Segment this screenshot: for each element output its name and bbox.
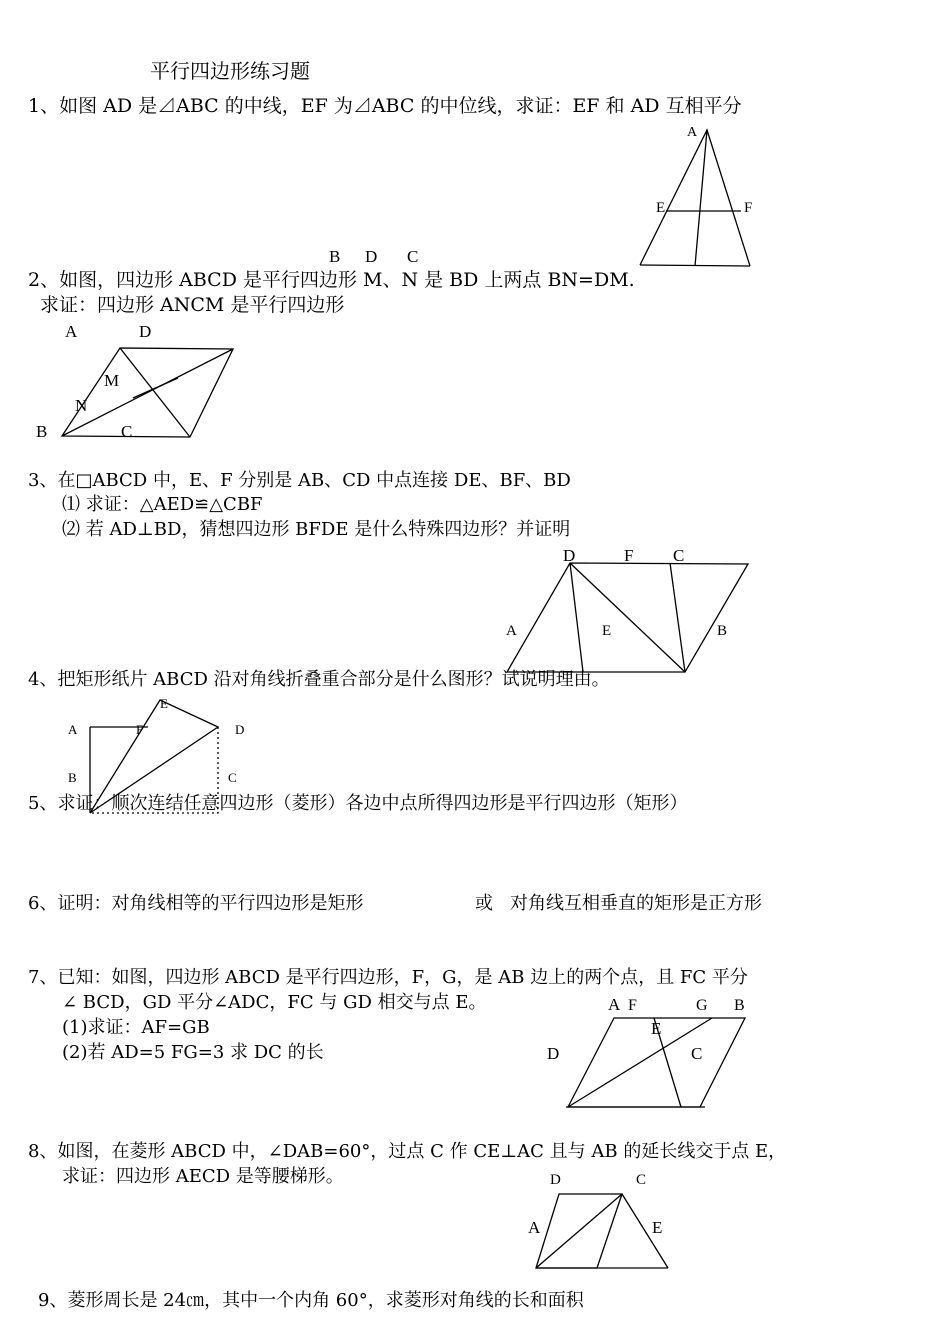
problem-7-part-1: (1)求证：AF=GB [62, 1017, 210, 1038]
fig2-label-m: M [104, 371, 120, 390]
fig2-label-a: A [65, 322, 78, 341]
problem-5-text: 5、求证：顺次连结任意四边形（菱形）各边中点所得四边形是平行四边形（矩形） [28, 793, 688, 814]
fig7-label-g: G [696, 997, 708, 1014]
problem-6-text-alt: 对角线互相垂直的矩形是正方形 [510, 893, 762, 914]
figure-8-rhombus [536, 1194, 668, 1268]
fig7-label-f: F [628, 997, 637, 1014]
problem-1-text: 1、如图 AD 是⊿ABC 的中线，EF 为⊿ABC 的中位线，求证：EF 和 AD 互相平分 [28, 95, 742, 117]
fig1-label-a: A [687, 125, 698, 140]
problem-8-text: 8、如图，在菱形 ABCD 中，∠DAB=60°，过点 C 作 CE⊥AC 且与 AB 的延长线交于点 E， [28, 1141, 787, 1162]
fig1-label-b: B [329, 247, 341, 266]
fig4-label-f: F [136, 722, 144, 737]
fig7-label-e: E [651, 1019, 662, 1038]
fig2-label-d: D [139, 322, 152, 341]
problem-3-part-2: ⑵ 若 AD⊥BD，猜想四边形 BFDE 是什么特殊四边形？并证明 [62, 519, 571, 540]
fig8-label-d: D [550, 1172, 561, 1188]
problem-2-text-line2: 求证：四边形 ANCM 是平行四边形 [40, 294, 345, 316]
fig1-label-e: E [656, 200, 666, 216]
problem-7-part-2: (2)若 AD=5 FG=3 求 DC 的长 [62, 1042, 324, 1063]
fig4-label-e: E [160, 696, 168, 711]
fig8-label-e: E [652, 1218, 663, 1237]
figure-1-triangle [640, 130, 753, 266]
fig8-label-c: C [636, 1172, 647, 1188]
fig1-label-c: C [407, 247, 419, 266]
fig2-label-c: C [121, 422, 133, 441]
problem-6-or: 或 [475, 893, 493, 914]
problem-6-text: 6、证明：对角线相等的平行四边形是矩形 [28, 893, 364, 914]
fig1-label-f: F [744, 200, 753, 216]
fig4-label-d: D [235, 722, 245, 737]
problem-4-text: 4、把矩形纸片 ABCD 沿对角线折叠重合部分是什么图形？试说明理由。 [28, 669, 610, 690]
fig2-label-b: B [36, 422, 48, 441]
fig4-label-c: C [228, 770, 237, 785]
fig3-label-a: A [506, 623, 517, 639]
fig3-label-f: F [624, 546, 634, 565]
problem-8-text-line2: 求证：四边形 AECD 是等腰梯形。 [62, 1166, 344, 1187]
fig3-label-b: B [717, 623, 728, 639]
fig7-label-d: D [547, 1044, 560, 1063]
fig3-label-e: E [602, 623, 612, 639]
problem-3-part-1: ⑴ 求证：△AED≌△CBF [62, 494, 263, 515]
fig4-label-a: A [68, 722, 78, 737]
fig3-label-c: C [673, 546, 685, 565]
fig7-label-c: C [691, 1044, 703, 1063]
fig8-label-a: A [528, 1218, 541, 1237]
fig7-label-a: A [608, 995, 621, 1014]
figure-3-parallelogram [507, 563, 748, 672]
problem-9-text: 9、菱形周长是 24㎝，其中一个内角 60°，求菱形对角线的长和面积 [38, 1290, 584, 1311]
fig1-label-d: D [365, 247, 378, 266]
figure-2-parallelogram [62, 348, 233, 437]
fig2-label-n: N [75, 396, 88, 415]
problem-3-text: 3、在□ABCD 中，E、F 分别是 AB、CD 中点连接 DE、BF、BD [28, 470, 571, 491]
fig4-label-b: B [68, 770, 77, 785]
figure-4-folded-rectangle [90, 700, 218, 813]
fig3-label-d: D [563, 546, 576, 565]
problem-7-text-line2: ∠ BCD，GD 平分∠ADC，FC 与 GD 相交与点 E。 [62, 992, 487, 1013]
fig7-label-b: B [734, 997, 745, 1014]
page-title: 平行四边形练习题 [150, 59, 310, 83]
problem-7-text: 7、已知：如图，四边形 ABCD 是平行四边形，F，G，是 AB 边上的两个点，且 FC 平分 [28, 967, 748, 988]
problem-2-text: 2、如图，四边形 ABCD 是平行四边形 M、N 是 BD 上两点 BN=DM. [28, 269, 635, 291]
